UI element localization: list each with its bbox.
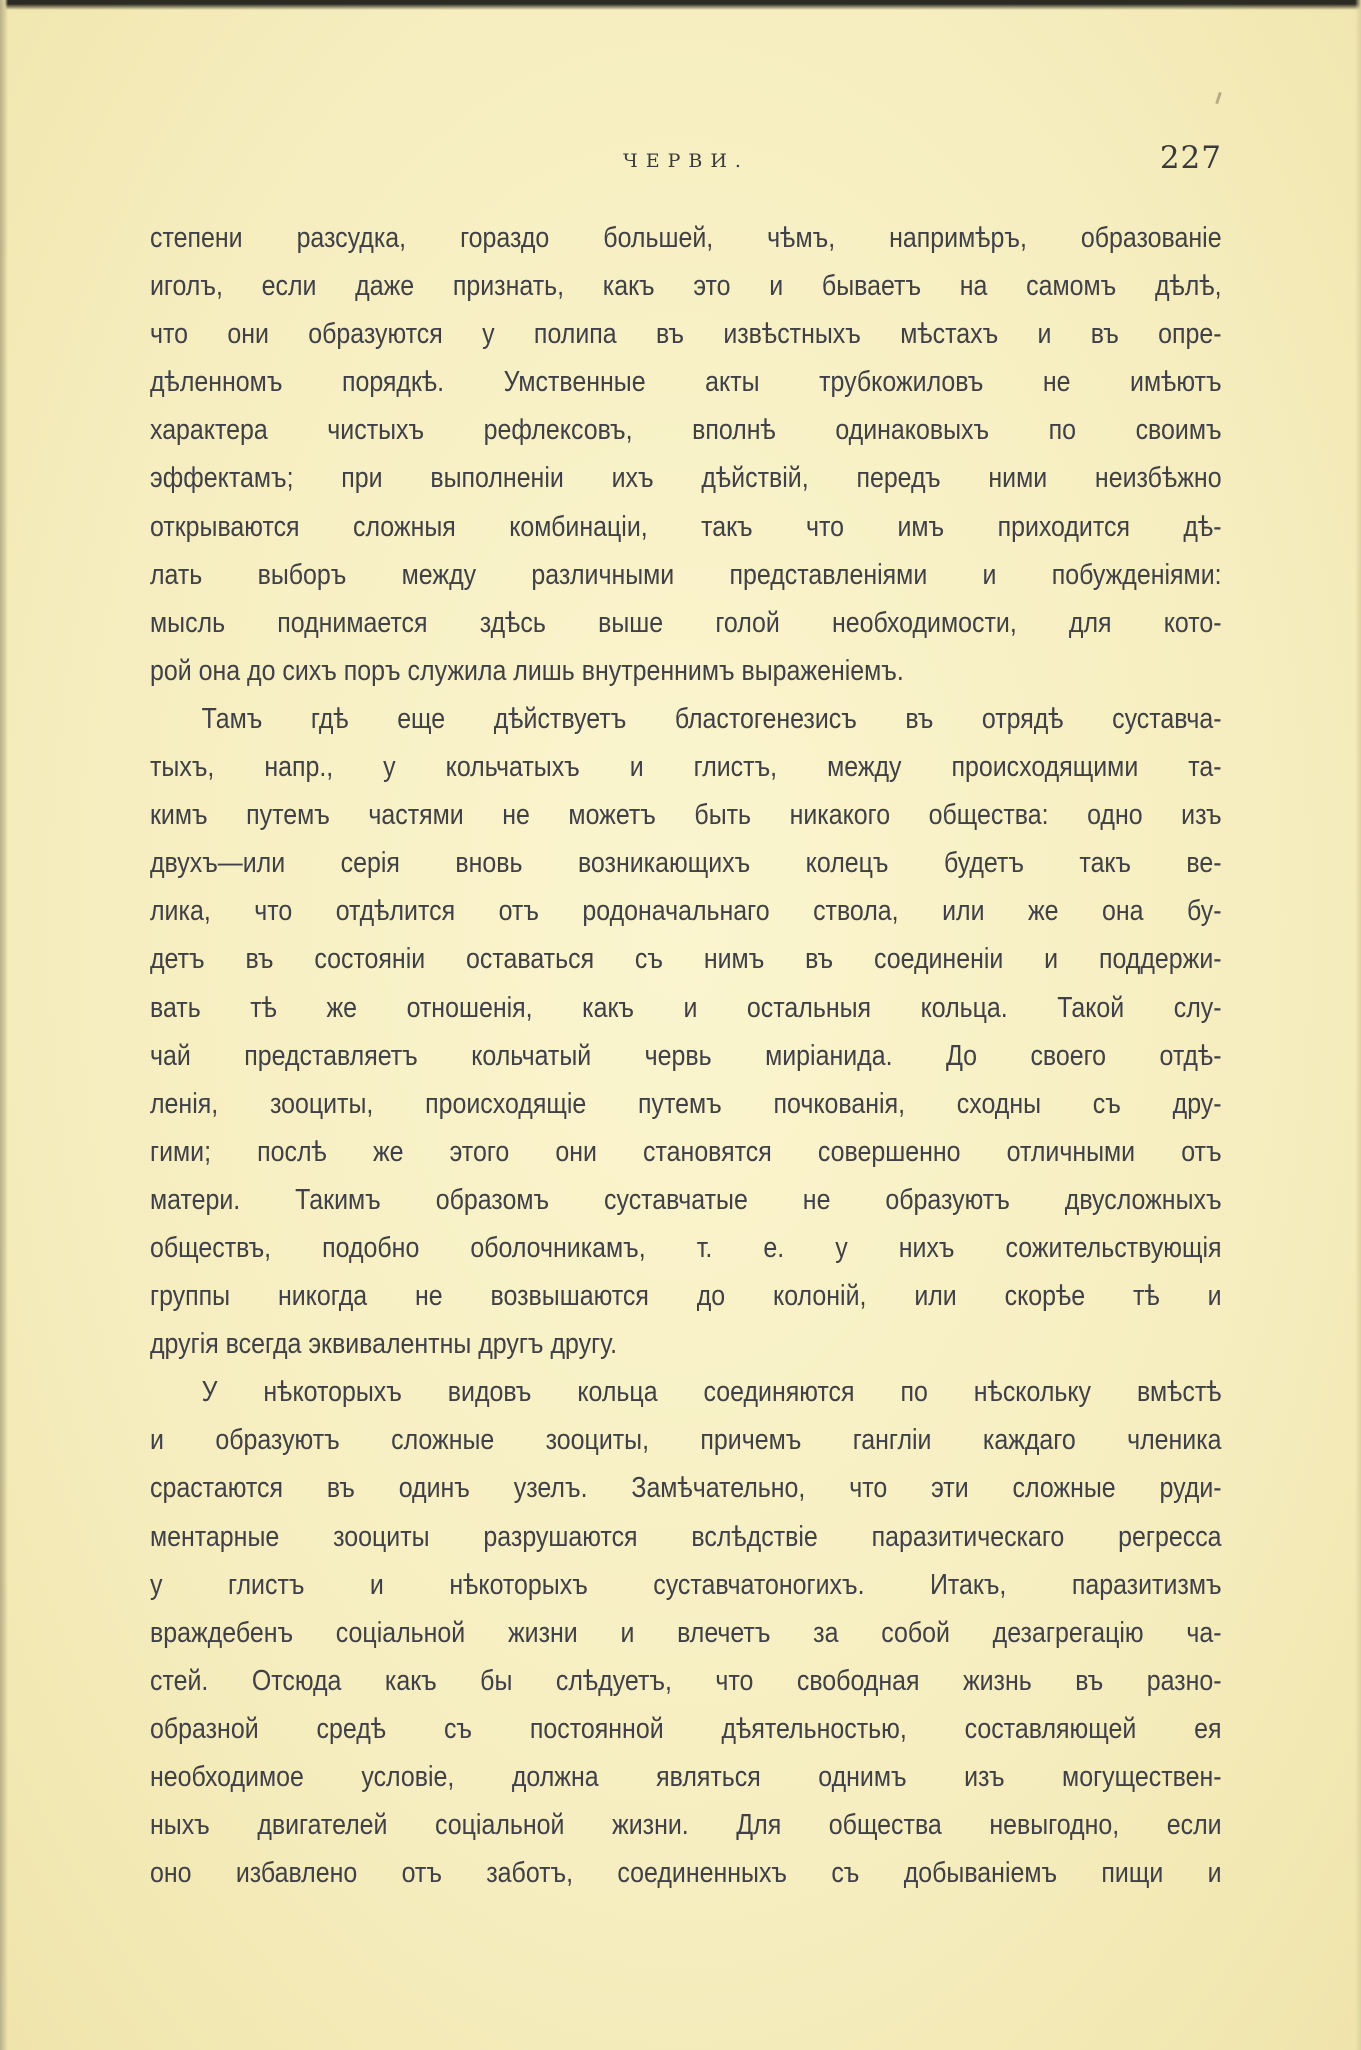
text-line: кимъ путемъ частями не можетъ быть никакого общества: одно изъ — [150, 799, 1222, 832]
paragraph-start-line: У нѣкоторыхъ видовъ кольца соединяются по нѣскольку вмѣстѣ — [201, 1376, 1222, 1409]
body-text — [150, 214, 1222, 1897]
text-line: ленія, зооциты, происходящіе путемъ почкованія, сходны съ дру- — [150, 1087, 1222, 1120]
text-line: матери. Такимъ образомъ суставчатые не образуютъ двусложныхъ — [150, 1183, 1222, 1216]
page-right-edge — [1355, 0, 1361, 2050]
text-line: иголъ, если даже признать, какъ это и бываетъ на самомъ дѣлѣ, — [150, 270, 1222, 303]
text-line: детъ въ состояніи оставаться съ нимъ въ соединеніи и поддержи- — [150, 943, 1222, 976]
text-line: рой она до сихъ поръ служила лишь внутреннимъ выраженіемъ. — [150, 654, 904, 687]
text-line: ментарные зооциты разрушаются вслѣдствіе паразитическаго регресса — [150, 1520, 1222, 1553]
text-line: что они образуются у полипа въ извѣстныхъ мѣстахъ и въ опре- — [150, 318, 1222, 351]
text-line: мысль поднимается здѣсь выше голой необходимости, для кото- — [150, 606, 1222, 639]
text-line: враждебенъ соціальной жизни и влечетъ за собой дезагрегацію ча- — [150, 1616, 1222, 1649]
text-line: ныхъ двигателей соціальной жизни. Для общества невыгодно, если — [150, 1809, 1222, 1842]
text-line: характера чистыхъ рефлексовъ, вполнѣ одинаковыхъ по своимъ — [150, 414, 1222, 447]
text-line: стей. Отсюда какъ бы слѣдуетъ, что свободная жизнь въ разно- — [150, 1664, 1222, 1697]
text-line: группы никогда не возвышаются до колоній, или скорѣе тѣ и — [150, 1280, 1222, 1313]
text-line: и образуютъ сложные зооциты, причемъ гангліи каждаго членика — [150, 1424, 1222, 1457]
page-top-edge — [0, 0, 1361, 10]
running-title: ЧЕРВИ. — [623, 150, 749, 172]
text-line: степени разсудка, гораздо большей, чѣмъ, напримѣръ, образованіе — [150, 222, 1222, 254]
running-head — [150, 140, 1222, 180]
page-left-edge — [0, 0, 8, 2050]
text-line: чай представляетъ кольчатый червь миріанида. До своего отдѣ- — [150, 1039, 1222, 1072]
text-line: открываются сложныя комбинаціи, такъ что имъ приходится дѣ- — [150, 510, 1222, 543]
text-line: оно избавлено отъ заботъ, соединенныхъ съ добываніемъ пищи и — [150, 1857, 1222, 1890]
text-line: образной средѣ съ постоянной дѣятельностью, составляющей ея — [150, 1712, 1222, 1745]
text-line: необходимое условіе, должна являться однимъ изъ могуществен- — [150, 1761, 1222, 1793]
text-line: вать тѣ же отношенія, какъ и остальныя кольца. Такой слу- — [150, 991, 1222, 1024]
text-line: лать выборъ между различными представленіями и побужденіями: — [150, 558, 1222, 591]
page-number: 227 — [1159, 140, 1222, 176]
text-line: гими; послѣ же этого они становятся совершенно отличными отъ — [150, 1135, 1222, 1168]
text-line: обществъ, подобно оболочникамъ, т. е. у нихъ сожительствующія — [150, 1231, 1222, 1264]
paragraph-start-line: Тамъ гдѣ еще дѣйствуетъ бластогенезисъ въ отрядѣ суставча- — [201, 702, 1222, 735]
text-line: тыхъ, напр., у кольчатыхъ и глистъ, между происходящими та- — [150, 751, 1222, 784]
text-line: двухъ—или серія вновь возникающихъ колецъ будетъ такъ ве- — [150, 847, 1222, 880]
text-line: срастаются въ одинъ узелъ. Замѣчательно, что эти сложные руди- — [150, 1472, 1222, 1505]
text-line: лика, что отдѣлится отъ родоначальнаго ствола, или же она бу- — [150, 895, 1222, 928]
text-line: дѣленномъ порядкѣ. Умственные акты трубкожиловъ не имѣютъ — [150, 366, 1222, 399]
text-line: другія всегда эквивалентны другъ другу. — [150, 1328, 618, 1361]
text-line: у глистъ и нѣкоторыхъ суставчатоногихъ. Итакъ, паразитизмъ — [150, 1568, 1222, 1601]
text-line: эффектамъ; при выполненіи ихъ дѣйствій, передъ ними неизбѣжно — [150, 462, 1222, 495]
